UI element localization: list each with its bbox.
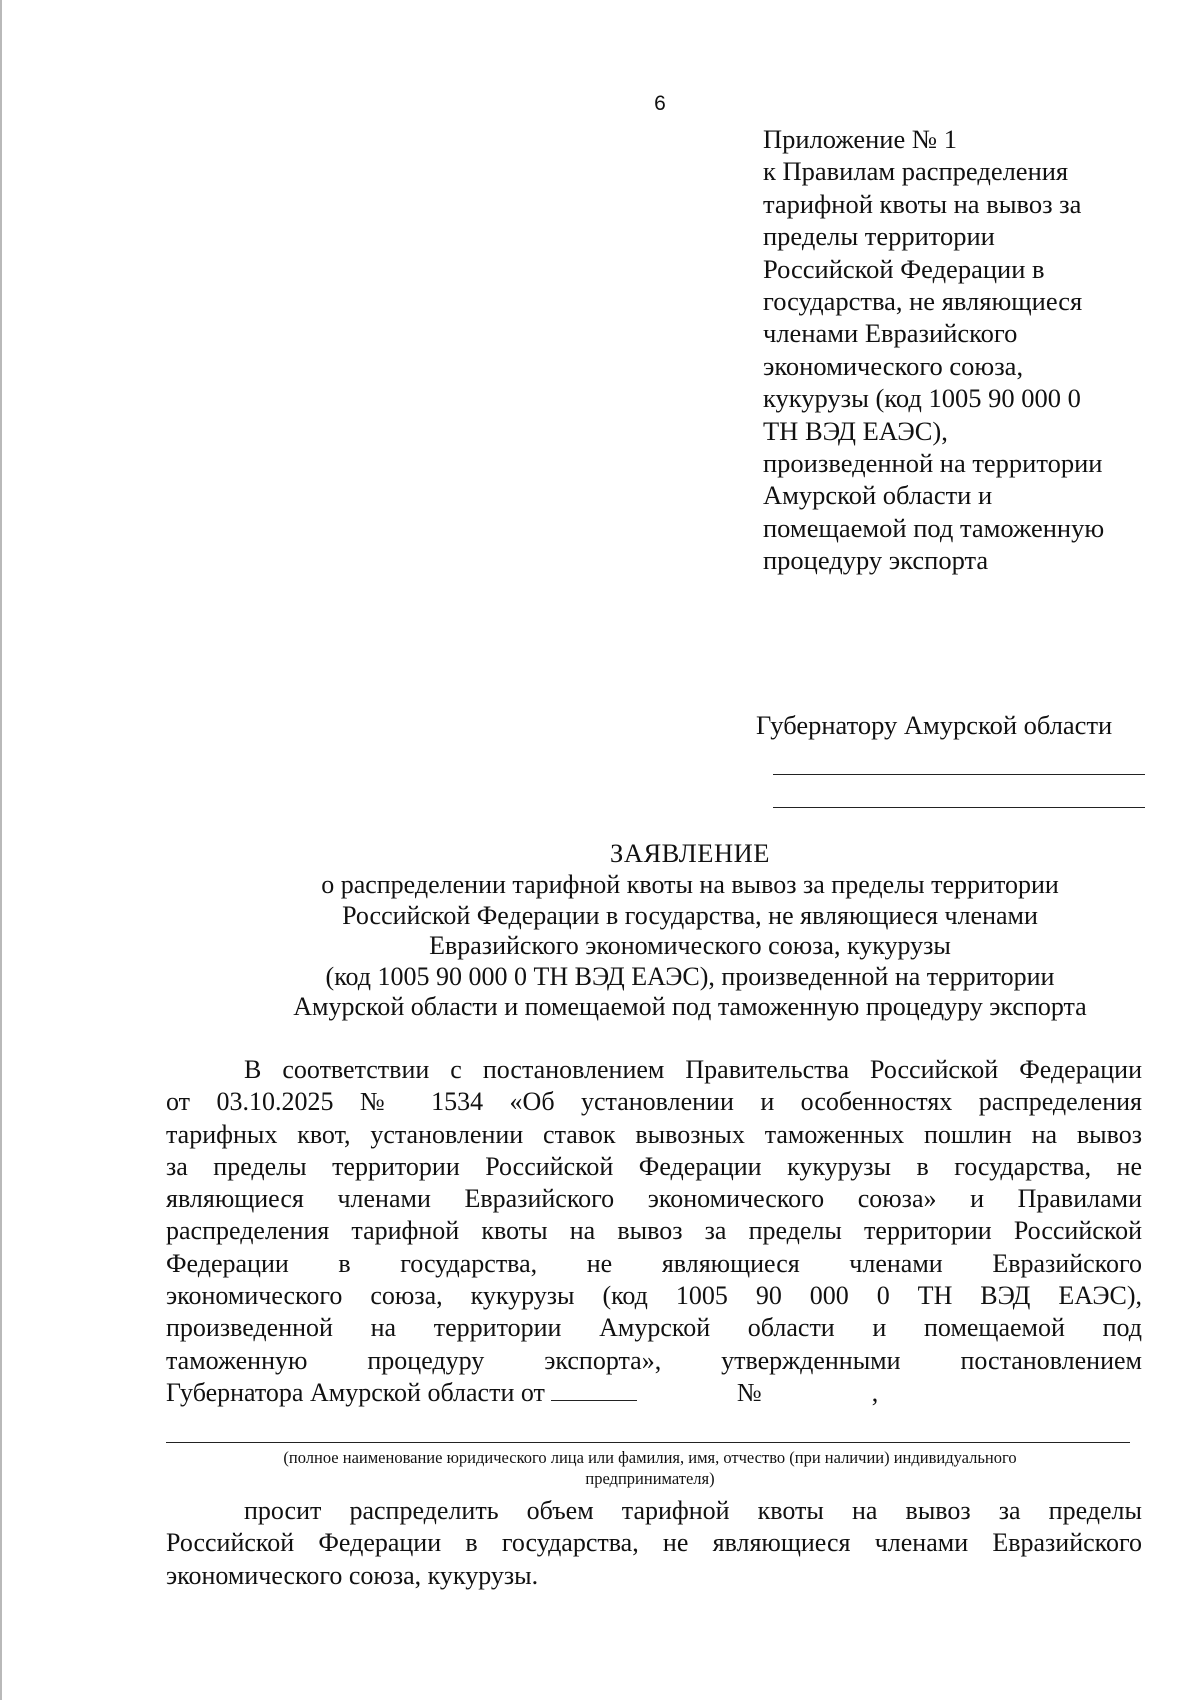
appendix-line: ТН ВЭД ЕАЭС), [763,415,948,446]
body-line: Федерации в государства, не являющиеся членами Евразийского [166,1248,1142,1278]
body-line-last [166,1377,1142,1409]
body-line: от 03.10.2025 № 1534 «Об установлении и особенностях распределения [166,1087,1142,1117]
appendix-note [763,123,1163,577]
body-line: за пределы территории Российской Федерации кукурузы в государства, не [166,1151,1142,1181]
document-title: ЗАЯВЛЕНИЕ [610,838,770,868]
page-number: 6 [654,92,666,115]
entity-name-blank-line [166,1442,1130,1443]
appendix-line: Амурской области и [763,480,993,511]
subtitle-line: Евразийского экономического союза, кукурузы [429,931,951,960]
caption-line: предпринимателя) [585,1469,715,1488]
subtitle-line: Амурской области и помещаемой под таможенную процедуру экспорта [293,992,1087,1021]
appendix-line: кукурузы (код 1005 90 000 0 [763,383,1081,414]
appendix-line: помещаемой под таможенную [763,512,1105,543]
request-line-last: экономического союза, кукурузы. [166,1560,539,1590]
body-last-text: Губернатора Амурской области от [166,1377,545,1407]
request-line: просит распределить объем тарифной квоты на вывоз за пределы [244,1496,1142,1525]
appendix-line: государства, не являющиеся [763,286,1083,317]
date-blank-line [551,1378,637,1401]
comma: , [871,1377,879,1407]
body-line: экономического союза, кукурузы (код 1005 90 000 0 ТН ВЭД ЕАЭС), [166,1281,1142,1311]
body-line: В соответствии с постановлением Правительства Российской Федерации [244,1055,1142,1084]
document-subtitle [240,870,1140,1023]
appendix-line: произведенной на территории [763,448,1103,479]
appendix-line: Приложение № 1 [763,124,958,154]
addressee-blank-line [773,774,1145,775]
body-line: распределения тарифной квоты на вывоз за пределы территории Российской [166,1216,1142,1246]
body-line: произведенной на территории Амурской области и помещаемой под [166,1313,1142,1343]
appendix-line: тарифной квоты на вывоз за [763,188,1082,219]
addressee-blank-line [773,807,1145,808]
appendix-line: процедуру экспорта [763,545,989,576]
appendix-line: экономического союза, [763,350,1024,381]
scan-edge [0,0,2,1700]
body-paragraph [166,1054,1142,1409]
number-sign: № [736,1377,762,1407]
appendix-line: пределы территории [763,221,995,252]
body-line: являющиеся членами Евразийского экономического союза» и Правилами [166,1184,1142,1214]
appendix-line: Российской Федерации в [763,253,1045,284]
appendix-line: членами Евразийского [763,318,1018,349]
body-line: таможенную процедуру экспорта», утвержденными постановлением [166,1345,1142,1375]
subtitle-line: (код 1005 90 000 0 ТН ВЭД ЕАЭС), произведенной на территории [325,961,1055,991]
request-paragraph [166,1495,1142,1592]
addressee: Губернатору Амурской области [756,710,1113,740]
appendix-line: к Правилам распределения [763,156,1069,187]
entity-caption [170,1447,1130,1489]
body-line: тарифных квот, установлении ставок вывозных таможенных пошлин на вывоз [166,1119,1142,1149]
subtitle-line: Российской Федерации в государства, не являющиеся членами [342,900,1038,930]
caption-line: (полное наименование юридического лица или фамилия, имя, отчество (при наличии) индивидуального [283,1448,1017,1467]
request-line: Российской Федерации в государства, не являющиеся членами Евразийского [166,1528,1142,1558]
subtitle-line: о распределении тарифной квоты на вывоз за пределы территории [321,870,1059,899]
